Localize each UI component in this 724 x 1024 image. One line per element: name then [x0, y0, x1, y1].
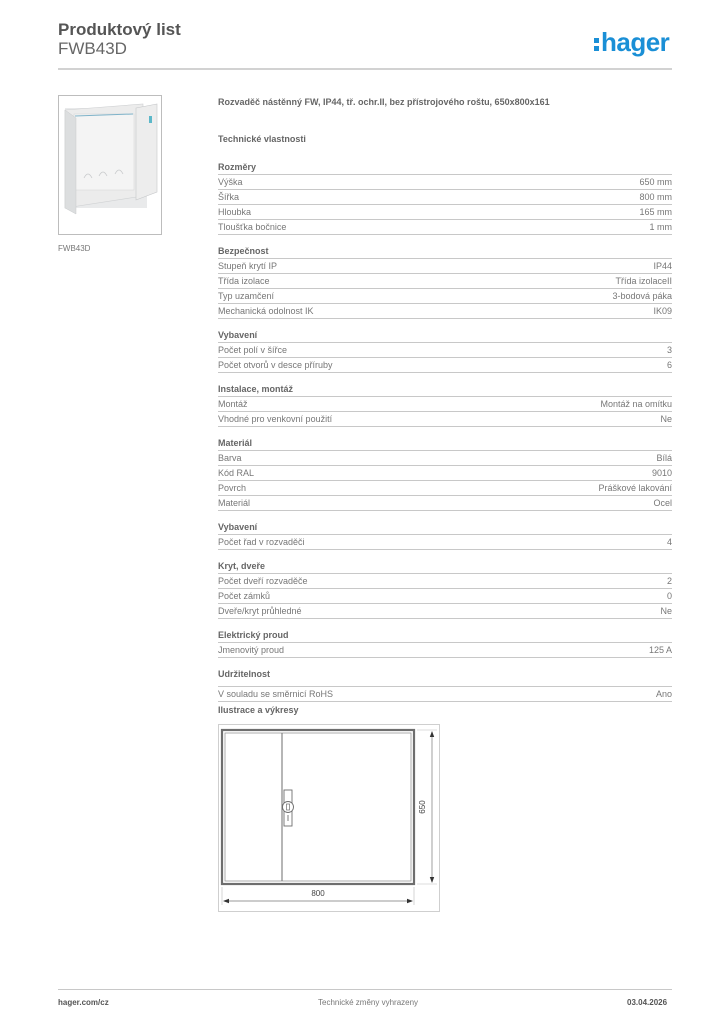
spec-value: Ne — [660, 606, 672, 616]
spec-group — [218, 437, 672, 511]
spec-row — [218, 343, 672, 358]
spec-group-title: Instalace, montáž — [218, 383, 672, 397]
spec-row — [218, 358, 672, 373]
spec-group-title: Elektrický proud — [218, 629, 672, 643]
footer-website-link[interactable]: hager.com/cz — [58, 998, 109, 1007]
spec-row — [218, 289, 672, 304]
spec-label: Jmenovitý proud — [218, 645, 285, 655]
dimension-drawing-icon — [219, 725, 439, 911]
specs-content — [218, 96, 672, 712]
spec-value: Montáž na omítku — [600, 399, 672, 409]
spec-value: 4 — [666, 537, 672, 547]
spec-row — [218, 496, 672, 511]
spec-label: Povrch — [218, 483, 247, 493]
spec-value: 125 A — [648, 645, 672, 655]
spec-value: 0 — [666, 591, 672, 601]
spec-group-title: Vybavení — [218, 329, 672, 343]
spec-label: Stupeň krytí IP — [218, 261, 278, 271]
spec-value: Ocel — [653, 498, 672, 508]
spec-row — [218, 397, 672, 412]
spec-label: Barva — [218, 453, 242, 463]
spec-row — [218, 535, 672, 550]
spec-label: Počet otvorů v desce příruby — [218, 360, 333, 370]
spec-row — [218, 643, 672, 658]
spec-label: Montáž — [218, 399, 248, 409]
product-image-caption: FWB43D — [58, 244, 91, 253]
spec-label: Dveře/kryt průhledné — [218, 606, 302, 616]
product-code: FWB43D — [58, 39, 127, 58]
spec-value: 800 mm — [639, 192, 672, 202]
spec-label: Materiál — [218, 498, 251, 508]
header-divider — [58, 68, 672, 70]
spec-label: Šířka — [218, 192, 240, 202]
spec-value: Třída izolaceII — [615, 276, 672, 286]
spec-group — [218, 629, 672, 658]
spec-value: Ano — [655, 689, 672, 699]
spec-row — [218, 220, 672, 235]
technical-properties-heading: Technické vlastnosti — [218, 134, 306, 144]
spec-value: Ne — [660, 414, 672, 424]
spec-label: Vhodné pro venkovní použití — [218, 414, 333, 424]
spec-label: Třída izolace — [218, 276, 270, 286]
spec-group — [218, 560, 672, 619]
hager-logo: hager — [594, 27, 669, 57]
spec-row — [218, 481, 672, 496]
spec-value: Bílá — [656, 453, 672, 463]
spec-label: Počet zámků — [218, 591, 271, 601]
spec-value: 2 — [666, 576, 672, 586]
spec-group — [218, 521, 672, 550]
spec-label: Kód RAL — [218, 468, 255, 478]
spec-row — [218, 259, 672, 274]
spec-group-title: Udržitelnost — [218, 668, 672, 687]
spec-value: Práškové lakování — [598, 483, 672, 493]
product-description: Rozvaděč nástěnný FW, IP44, tř. ochr.II, bez přístrojového roštu, 650x800x161 — [218, 97, 550, 107]
footer-date: 03.04.2026 — [627, 998, 668, 1007]
spec-row — [218, 190, 672, 205]
distribution-board-photo-icon — [59, 96, 161, 234]
svg-text:650: 650 — [418, 800, 427, 814]
spec-group — [218, 668, 672, 702]
spec-value: 6 — [666, 360, 672, 370]
spec-label: Počet řad v rozvaděči — [218, 537, 305, 547]
spec-value: 3 — [666, 345, 672, 355]
spec-group-title: Vybavení — [218, 521, 672, 535]
spec-label: V souladu se směrnicí RoHS — [218, 689, 334, 699]
svg-text:800: 800 — [311, 889, 325, 898]
spec-group-title: Bezpečnost — [218, 245, 672, 259]
spec-row — [218, 412, 672, 427]
spec-groups — [218, 161, 672, 702]
logo-colon-icon — [594, 35, 599, 51]
spec-row — [218, 574, 672, 589]
spec-row — [218, 604, 672, 619]
spec-label: Počet polí v šířce — [218, 345, 288, 355]
illustrations-heading: Ilustrace a výkresy — [218, 705, 299, 715]
technical-drawing — [218, 724, 440, 912]
spec-row — [218, 589, 672, 604]
spec-group — [218, 161, 672, 235]
spec-group-title: Materiál — [218, 437, 672, 451]
spec-value: 650 mm — [639, 177, 672, 187]
spec-group — [218, 329, 672, 373]
product-image — [58, 95, 162, 235]
spec-label: Hloubka — [218, 207, 252, 217]
document-title: Produktový list — [58, 20, 181, 39]
spec-group — [218, 245, 672, 319]
spec-label: Počet dveří rozvaděče — [218, 576, 308, 586]
spec-value: 1 mm — [649, 222, 672, 232]
spec-row — [218, 687, 672, 702]
spec-label: Mechanická odolnost IK — [218, 306, 314, 316]
spec-value: 3-bodová páka — [612, 291, 672, 301]
footer-divider — [58, 989, 672, 990]
spec-label: Typ uzamčení — [218, 291, 275, 301]
spec-row — [218, 451, 672, 466]
spec-row — [218, 466, 672, 481]
spec-group — [218, 383, 672, 427]
spec-value: 165 mm — [639, 207, 672, 217]
spec-row — [218, 304, 672, 319]
spec-label: Výška — [218, 177, 243, 187]
spec-group-title: Kryt, dveře — [218, 560, 672, 574]
spec-row — [218, 274, 672, 289]
spec-row — [218, 175, 672, 190]
spec-label: Tloušťka bočnice — [218, 222, 287, 232]
spec-value: 9010 — [651, 468, 672, 478]
footer-disclaimer: Technické změny vyhrazeny — [318, 998, 419, 1007]
spec-value: IK09 — [653, 306, 672, 316]
spec-row — [218, 205, 672, 220]
spec-group-title: Rozměry — [218, 161, 672, 175]
spec-value: IP44 — [653, 261, 672, 271]
